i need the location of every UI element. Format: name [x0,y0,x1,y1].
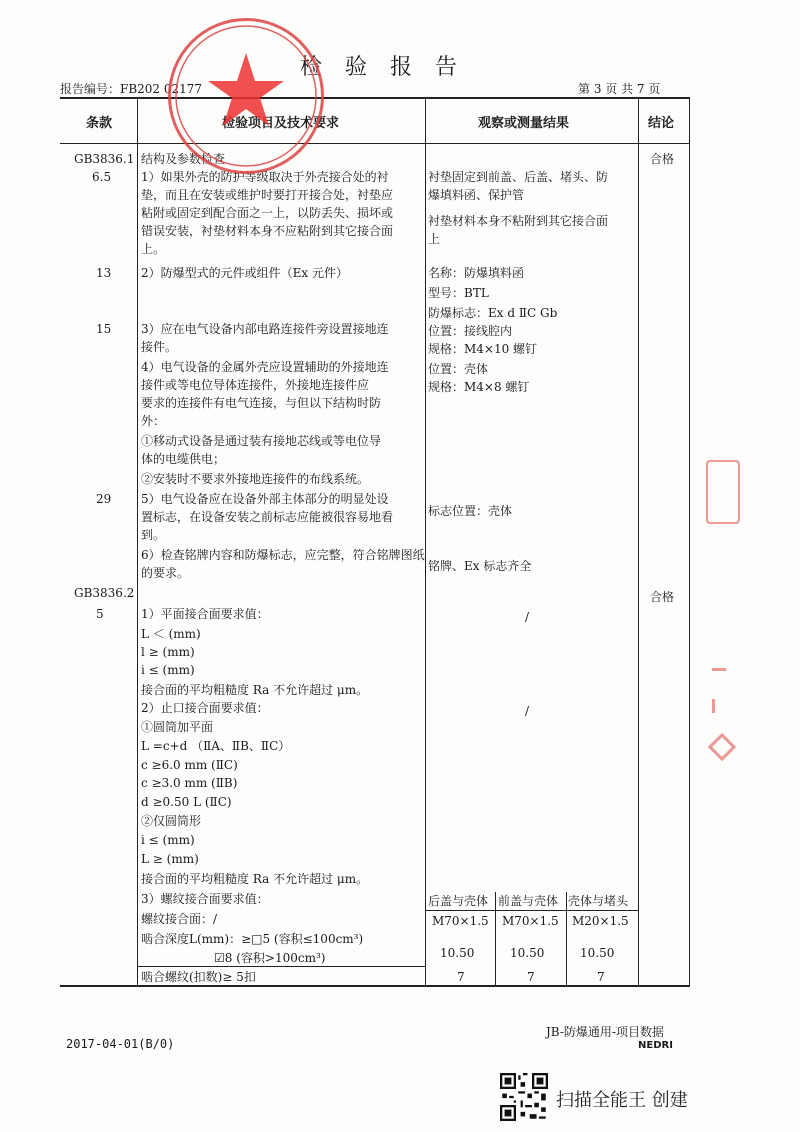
requirement-line: c ≥6.0 mm (ⅡC) [141,758,238,772]
clause-cell: 15 [96,322,112,336]
conclusion-cell: 合格 [650,590,675,604]
thread-depth: 10.50 [580,946,615,960]
requirement-row-divider [137,966,425,967]
thread-col-divider-2 [566,892,567,986]
requirement-line: 2）防爆型式的元件或组件（Ex 元件） [141,266,348,280]
requirement-line: 啮合深度L(mm)：≥□5 (容积≤100cm³) [141,932,364,946]
thread-depth: 10.50 [510,946,545,960]
table-top-border [60,97,690,99]
requirement-line: i ≤ (mm) [141,833,195,847]
clause-cell: GB3836.2 [74,586,135,600]
requirement-line: 4）电气设备的金属外壳应设置辅助的外接地连 [141,360,389,374]
requirement-line: L =c+d （ⅡA、ⅡB、ⅡC） [141,739,291,753]
requirement-line: 的要求。 [141,566,190,580]
result-line: 位置：壳体 [428,362,489,376]
result-line: 名称：防爆填料函 [428,266,525,280]
requirement-line: 3）应在电气设备内部电路连接件旁设置接地连 [141,322,389,336]
result-line: 规格：M4×8 螺钉 [428,380,530,394]
result-line: 防爆标志：Ex d ⅡC Gb [428,306,558,320]
requirement-line: 1）如果外壳的防护等级取决于外壳接合处的衬 [141,170,389,184]
thread-table-divider [425,910,638,911]
thread-header: 后盖与壳体 [428,894,489,908]
seal-ring-icon [171,21,321,171]
clause-cell: 6.5 [92,170,112,184]
requirement-line: 螺纹接合面：/ [141,912,218,926]
clause-cell: 29 [96,492,112,506]
side-stamp-marks [712,660,736,820]
requirement-line: 接合面的平均粗糙度 Ra 不允许超过 μm。 [141,872,369,886]
result-line: / [525,610,530,624]
thread-spec: M20×1.5 [572,914,629,928]
requirement-line: 6）检查铭牌内容和防爆标志，应完整，符合铭牌图纸 [141,548,425,562]
column-header-requirement: 检验项目及技术要求 [222,116,340,131]
report-number: 报告编号：FB202 02177 [60,82,203,96]
requirement-line: 要求的连接件有电气连接，与但以下结构时防 [141,396,382,410]
column-divider-3 [638,97,639,987]
thread-spec: M70×1.5 [432,914,489,928]
clause-cell: 13 [96,266,112,280]
report-title: 检 验 报 告 [300,55,465,80]
result-line: 衬垫固定到前盖、后盖、堵头、防 [428,170,609,184]
result-line: 标志位置：壳体 [428,504,513,518]
conclusion-cell: 合格 [650,152,675,166]
result-line: / [525,704,530,718]
thread-spec: M70×1.5 [502,914,559,928]
requirement-line: ①圆筒加平面 [141,720,214,734]
requirement-line: 2）止口接合面要求值： [141,701,269,715]
requirement-line: L ≥ (mm) [141,852,199,866]
requirement-line: 粘附或固定到配合面之一上，以防丢失、损坏或 [141,206,394,220]
requirement-line: 垫，而且在安装或维护时要打开接合处，衬垫应 [141,188,394,202]
requirement-line: 接件。 [141,340,178,354]
requirement-line: 接合面的平均粗糙度 Ra 不允许超过 μm。 [141,683,369,697]
requirement-line: 1）平面接合面要求值： [141,607,269,621]
scanner-watermark-label: 扫描全能王 创建 [556,1090,688,1111]
requirement-line: 5）电气设备应在设备外部主体部分的明显处设 [141,492,389,506]
clause-cell: GB3836.1 [74,152,135,166]
requirement-line: 接件或等电位导体连接件，外接地连接件应 [141,378,370,392]
column-divider-1 [137,97,138,987]
company-seal [168,18,324,174]
thread-col-divider-1 [495,892,496,986]
result-line: 位置：接线腔内 [428,324,513,338]
result-line: 规格：M4×10 螺钉 [428,342,538,356]
thread-turns: 7 [457,970,465,984]
requirement-line: 结构及参数检查 [141,152,226,166]
thread-header: 前盖与壳体 [498,894,559,908]
thread-header: 壳体与堵头 [568,894,629,908]
table-right-border [689,97,690,987]
result-line: 爆填料函、保护管 [428,188,525,202]
thread-turns: 7 [597,970,605,984]
result-line: 型号：BTL [428,286,489,300]
requirement-line: i ≤ (mm) [141,663,195,677]
table-header-divider [60,143,690,144]
requirement-line: L ＜ (mm) [141,627,201,641]
thread-turns: 7 [527,970,535,984]
requirement-line: ②仅圆筒形 [141,814,202,828]
requirement-line: 错误安装，衬垫材料本身不应粘附到其它接合面 [141,224,394,238]
result-line: 上 [428,232,441,246]
side-stamp-fragment [706,460,740,524]
requirement-line: 置标志，在设备安装之前标志应能被很容易地看 [141,510,394,524]
column-header-conclusion: 结论 [648,116,675,131]
column-header-clause: 条款 [86,116,113,131]
requirement-line: c ≥3.0 mm (ⅡB) [141,776,238,790]
requirement-line: ②安装时不要求外接地连接件的布线系统。 [141,472,370,486]
requirement-line: ☑8 (容积>100cm³) [214,951,326,965]
column-divider-2 [425,97,426,987]
requirement-line: 外： [141,414,166,428]
requirement-line: 到。 [141,528,166,542]
requirement-line: 3）螺纹接合面要求值： [141,892,269,906]
footer-date: 2017-04-01(B/0) [66,1037,175,1051]
requirement-line: l ≥ (mm) [141,645,195,659]
requirement-line: ①移动式设备是通过装有接地芯线或等电位导 [141,434,382,448]
page-info: 第 3 页 共 7 页 [578,82,661,96]
column-header-result: 观察或测量结果 [478,116,570,131]
requirement-line: 啮合螺纹(扣数)≥ 5扣 [141,970,256,984]
clause-cell: 5 [96,607,104,621]
requirement-line: 上。 [141,242,166,256]
requirement-line: d ≥0.50 L (ⅡC) [141,795,232,809]
requirement-line: 体的电缆供电； [141,452,226,466]
qr-code-icon [500,1073,548,1121]
footer-template-name: JB-防爆通用-项目数据 [546,1025,664,1039]
result-line: 衬垫材料本身不粘附到其它接合面 [428,214,609,228]
result-line: 铭牌、Ex 标志齐全 [428,559,532,573]
thread-depth: 10.50 [440,946,475,960]
footer-logo-code: NEDRI [638,1040,673,1051]
